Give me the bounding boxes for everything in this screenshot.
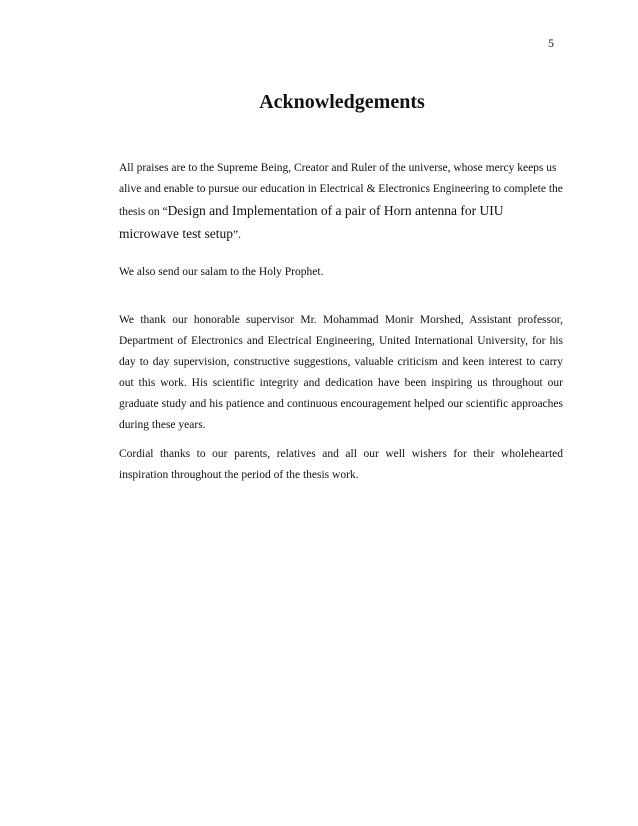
page-number: 5 xyxy=(548,36,554,50)
paragraph-salam-text: We also send our salam to the Holy Prophet. xyxy=(119,266,324,278)
paragraph-praises xyxy=(119,158,563,246)
thesis-title: Design and Implementation of a pair of Horn antenna for UIU microwave test setup xyxy=(119,203,504,241)
paragraph-parents-text: Cordial thanks to our parents, relatives and all our well wishers for their wholehearted inspiration throughout the period of the thesis work. xyxy=(119,448,563,481)
page-title: Acknowledgements xyxy=(259,91,425,113)
paragraph-praises-end: ”. xyxy=(232,229,241,241)
paragraph-praises-text: All praises are to the Supreme Being, Creator and Ruler of the universe, whose mercy keeps us alive and enable to pursue our education in Electrical & Electronics Engineering to complete the thesis on “ xyxy=(119,162,563,218)
paragraph-salam xyxy=(119,262,563,283)
paragraph-supervisor-text: We thank our honorable supervisor Mr. Mohammad Monir Morshed, Assistant professor, Department of Electronics and Electrical Engineering, United International University, for his day to day supervision, constructive suggestions, valuable criticism and keen interest to carry out this work. His scientific integrity and dedication have been inspiring us throughout our graduate study and his patience and continuous encouragement helped our scientific approaches during these years. xyxy=(119,314,563,431)
paragraph-parents xyxy=(119,444,563,486)
paragraph-supervisor xyxy=(119,310,563,436)
